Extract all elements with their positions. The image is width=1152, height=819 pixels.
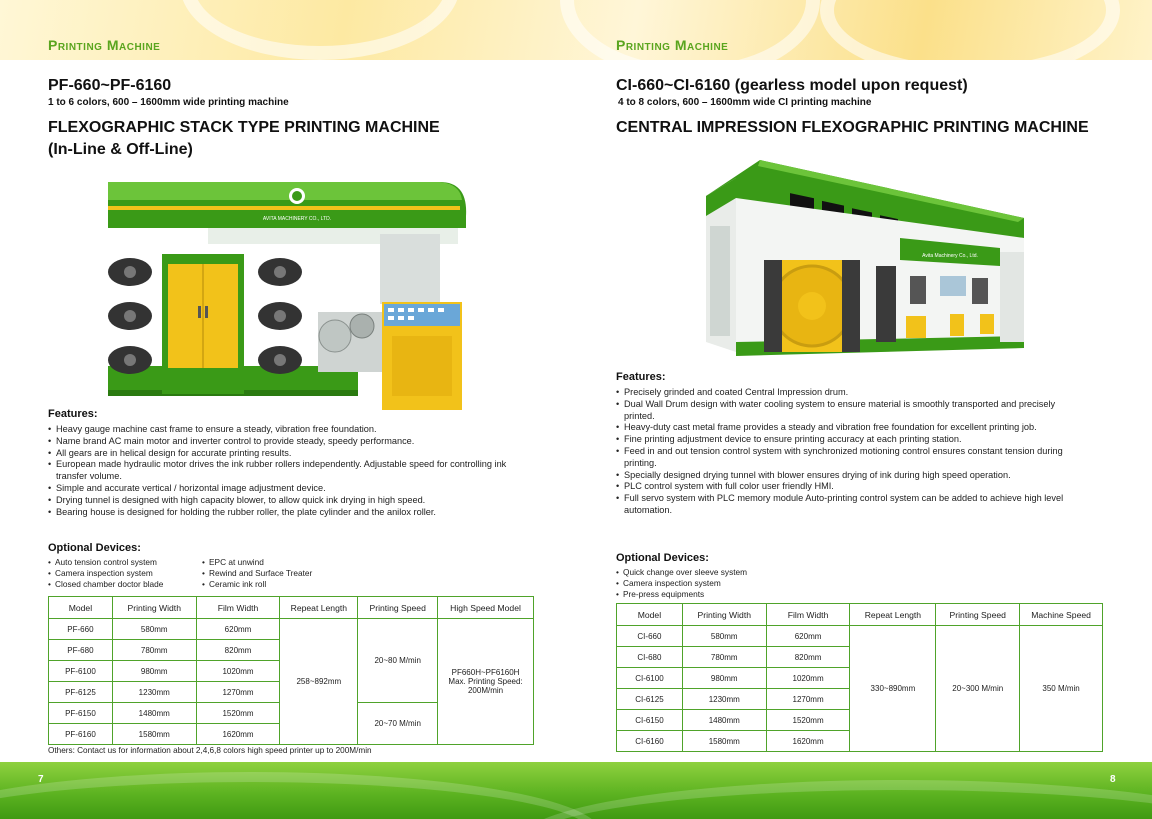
table-header-row [617,604,1103,626]
film-width-cell: 1620mm [196,724,280,745]
optional-item: • Closed chamber doctor blade [48,579,208,590]
optional-item: • Pre-press equipments [616,589,836,600]
printing-width-cell: 1230mm [112,682,196,703]
film-width-cell: 1620mm [766,731,850,752]
band-wave [520,780,1152,819]
spec-table [48,596,534,745]
film-width-cell: 1520mm [766,710,850,731]
features-list [616,387,1086,517]
model-cell: PF-6100 [49,661,113,682]
film-width-cell: 620mm [196,619,280,640]
printing-width-cell: 1580mm [112,724,196,745]
table-row [49,619,534,640]
model-cell: PF-680 [49,640,113,661]
features-heading: Features: [48,408,98,420]
machine-title: CENTRAL IMPRESSION FLEXOGRAPHIC PRINTING MACHINE [616,119,1089,136]
printing-width-cell: 1230mm [682,689,766,710]
feature-item: • Bearing house is designed for holding the rubber roller, the plate cylinder and the anilox roller. [48,507,528,519]
optional-item: • Camera inspection system [616,578,836,589]
model-cell: CI-660 [617,626,683,647]
footnote: Others: Contact us for information about 2,4,6,8 colors high speed printer up to 200M/min [48,746,372,755]
film-width-cell: 1520mm [196,703,280,724]
high-speed-model-cell [438,619,534,745]
optional-heading: Optional Devices: [48,542,141,554]
table-header: Model [617,604,683,626]
printing-width-cell: 780mm [682,647,766,668]
feature-item: • Heavy gauge machine cast frame to ensure a steady, vibration free foundation. [48,424,528,436]
model-cell: PF-660 [49,619,113,640]
film-width-cell: 820mm [766,647,850,668]
table-header: Printing Speed [936,604,1020,626]
features-list [48,424,528,518]
table-row [617,626,1103,647]
model-cell: CI-6100 [617,668,683,689]
repeat-length-cell: 258~892mm [280,619,358,745]
table-header: Film Width [196,597,280,619]
repeat-length-cell: 330~890mm [850,626,936,752]
optional-item: • Auto tension control system [48,557,208,568]
optional-heading: Optional Devices: [616,552,709,564]
feature-item: • European made hydraulic motor drives the ink rubber rollers independently. Adjustable speed for controlling ink transfer volume. [48,459,528,483]
machine-title-line1: FLEXOGRAPHIC STACK TYPE PRINTING MACHINE [48,119,440,136]
optional-list-col1 [48,557,208,589]
feature-item: • All gears are in helical design for accurate printing results. [48,448,528,460]
table-header: Printing Width [112,597,196,619]
printing-width-cell: 780mm [112,640,196,661]
model-cell: CI-680 [617,647,683,668]
table-header: Printing Speed [358,597,438,619]
printing-width-cell: 580mm [682,626,766,647]
printing-width-cell: 580mm [112,619,196,640]
section-label: Printing Machine [48,37,161,53]
bottom-decorative-band [0,762,1152,819]
printing-width-cell: 980mm [112,661,196,682]
left-page [0,0,576,762]
feature-item: • Precisely grinded and coated Central Impression drum. [616,387,1086,399]
spec-table [616,603,1103,752]
printing-speed-cell: 20~80 M/min [358,619,438,703]
optional-item: • Quick change over sleeve system [616,567,836,578]
model-cell: PF-6150 [49,703,113,724]
section-label: Printing Machine [616,37,729,53]
feature-item: • PLC control system with full color user friendly HMI. [616,481,1086,493]
ci-printing-machine-photo [700,156,1030,362]
feature-item: • Name brand AC main motor and inverter control to provide steady, speedy performance. [48,436,528,448]
page-number-left: 7 [38,774,44,785]
band-wave [0,772,600,819]
feature-item: • Heavy-duty cast metal frame provides a steady and vibration free foundation for excellent printing job. [616,422,1086,434]
model-title: CI-660~CI-6160 (gearless model upon request) [616,77,968,94]
film-width-cell: 820mm [196,640,280,661]
model-subtitle: 4 to 8 colors, 600 – 1600mm wide CI printing machine [618,97,872,108]
optional-item: • EPC at unwind [202,557,362,568]
printing-speed-cell: 20~300 M/min [936,626,1020,752]
feature-item: • Specially designed drying tunnel with blower ensures drying of ink during high speed operation. [616,470,1086,482]
features-heading: Features: [616,371,666,383]
machine-speed-cell: 350 M/min [1020,626,1103,752]
printing-width-cell: 1580mm [682,731,766,752]
optional-item: • Ceramic ink roll [202,579,362,590]
film-width-cell: 1270mm [766,689,850,710]
page-number-right: 8 [1110,774,1116,785]
feature-item: • Feed in and out tension control system with synchronized motioning control ensures constant tension during printing. [616,446,1086,470]
right-page [576,0,1152,762]
feature-item: • Dual Wall Drum design with water cooling system to ensure material is smoothly transported and precisely printed. [616,399,1086,423]
model-title: PF-660~PF-6160 [48,77,172,94]
optional-item: • Camera inspection system [48,568,208,579]
printing-speed-cell: 20~70 M/min [358,703,438,745]
table-header: High Speed Model [438,597,534,619]
table-header: Printing Width [682,604,766,626]
model-cell: CI-6125 [617,689,683,710]
table-header: Model [49,597,113,619]
film-width-cell: 1270mm [196,682,280,703]
printing-width-cell: 1480mm [682,710,766,731]
high-speed-line: Max. Printing Speed: [448,677,523,686]
feature-item: • Full servo system with PLC memory module Auto-printing control system can be added to achieve high level automation. [616,493,1086,517]
model-subtitle: 1 to 6 colors, 600 – 1600mm wide printing machine [48,97,289,108]
machine-title-line2: (In-Line & Off-Line) [48,141,193,158]
model-cell: CI-6150 [617,710,683,731]
high-speed-line: PF660H~PF6160H [451,668,520,677]
optional-list [616,567,836,599]
table-header: Repeat Length [850,604,936,626]
model-cell: CI-6160 [617,731,683,752]
machine-logo-text: AVITA MACHINERY CO., LTD. [262,216,332,222]
feature-item: • Fine printing adjustment device to ensure printing accuracy at each printing station. [616,434,1086,446]
table-header: Machine Speed [1020,604,1103,626]
model-cell: PF-6125 [49,682,113,703]
optional-list-col2 [202,557,362,589]
film-width-cell: 1020mm [196,661,280,682]
machine-logo-text: Avita Machinery Co., Ltd. [922,253,978,259]
optional-item: • Rewind and Surface Treater [202,568,362,579]
feature-item: • Simple and accurate vertical / horizontal image adjustment device. [48,483,528,495]
table-header: Film Width [766,604,850,626]
film-width-cell: 620mm [766,626,850,647]
table-header-row [49,597,534,619]
printing-width-cell: 980mm [682,668,766,689]
stack-printing-machine-photo [100,176,472,412]
film-width-cell: 1020mm [766,668,850,689]
feature-item: • Drying tunnel is designed with high capacity blower, to allow quick ink drying in high speed. [48,495,528,507]
high-speed-line: 200M/min [467,686,504,695]
table-header: Repeat Length [280,597,358,619]
model-cell: PF-6160 [49,724,113,745]
printing-width-cell: 1480mm [112,703,196,724]
